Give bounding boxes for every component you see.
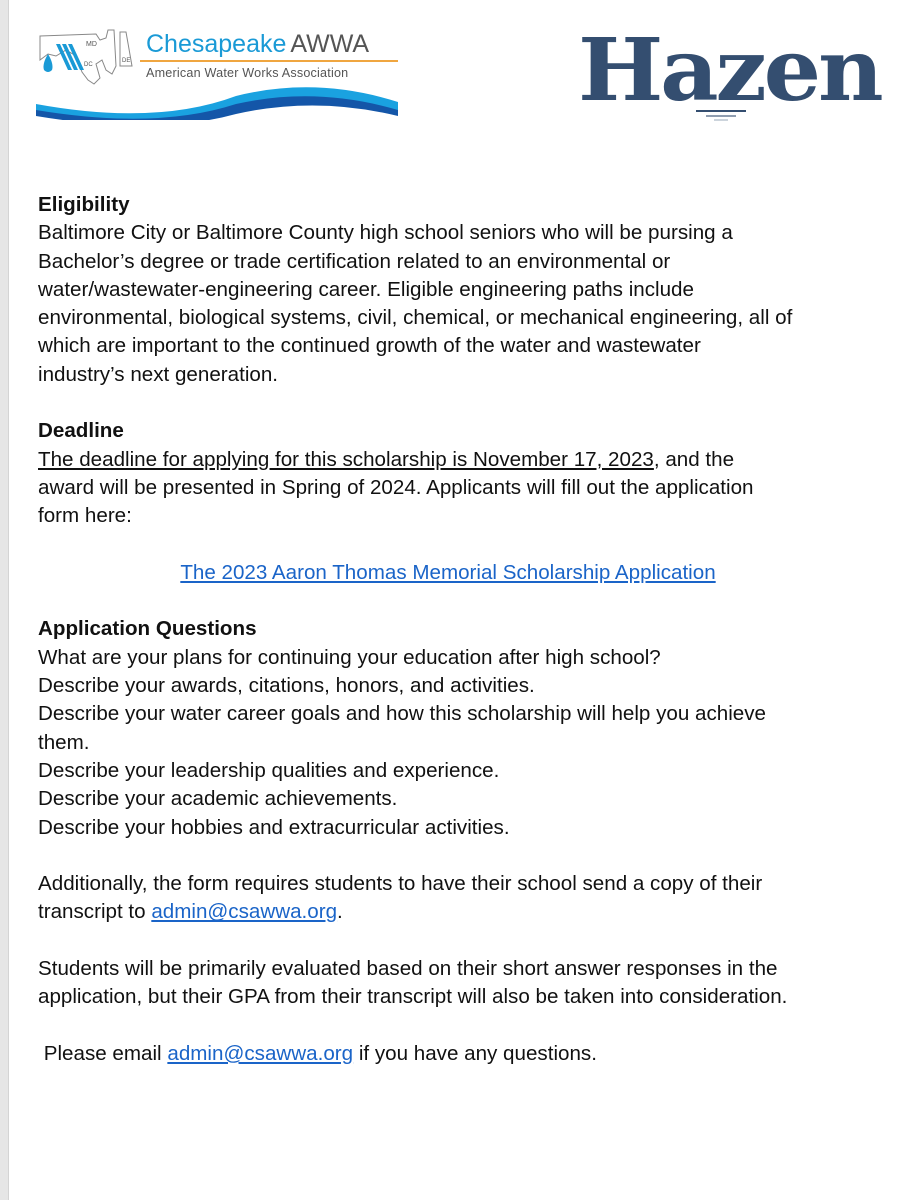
document-body [38,191,898,1068]
awwa-title: Chesapeake AWWA [146,30,370,58]
deadline-line: form here: [38,504,132,528]
eligibility-line: Baltimore City or Baltimore County high school seniors who will be pursing a [38,221,733,245]
deadline-heading: Deadline [38,419,124,443]
hazen-logo [578,20,881,124]
question-item: Describe your awards, citations, honors, and activities. [38,674,535,698]
evaluation-section [38,955,898,1012]
transcript-email-link[interactable]: admin@csawwa.org [151,900,338,924]
eligibility-line: water/wastewater-engineering career. Eligible engineering paths include [38,277,694,301]
evaluation-line: application, but their GPA from their transcript will also be taken into consideration. [38,985,788,1009]
deadline-date-text: The deadline for applying for this scholarship is November 17, 2023 [38,447,654,471]
question-item: Describe your leadership qualities and experience. [38,758,500,782]
deadline-line: The deadline for applying for this scholarship is November 17, 2023, and the [38,447,735,471]
chesapeake-awwa-logo [36,26,398,120]
eligibility-heading: Eligibility [38,193,130,216]
question-item: Describe your hobbies and extracurricular activities. [38,815,510,839]
eligibility-line: Bachelor’s degree or trade certification related to an environmental or [38,249,671,273]
question-item: Describe your academic achievements. [38,787,398,811]
eligibility-line: which are important to the continued growth of the water and wastewater [38,334,701,358]
transcript-section [38,870,898,927]
transcript-line: Additionally, the form requires students to have their school send a copy of their [38,872,763,896]
contact-line: Please email admin@csawwa.org if you have any questions. [38,1041,597,1065]
svg-text:MD: MD [86,41,97,48]
eligibility-section [38,191,898,389]
svg-text:DC: DC [84,62,93,68]
eligibility-line: environmental, biological systems, civil, chemical, or mechanical engineering, all of [38,306,793,330]
questions-section [38,615,898,841]
application-link-row [38,559,898,587]
svg-text:DE: DE [122,58,131,64]
hazen-water-lines [696,108,746,122]
evaluation-line: Students will be primarily evaluated based on their short answer responses in the [38,957,778,981]
question-item: Describe your water career goals and how this scholarship will help you achieve [38,702,767,726]
contact-email-link[interactable]: admin@csawwa.org [167,1041,354,1065]
question-item: What are your plans for continuing your education after high school? [38,645,661,669]
eligibility-line: industry’s next generation. [38,362,279,386]
awwa-subtitle: American Water Works Association [146,66,349,80]
transcript-line: transcript to admin@csawwa.org. [38,900,343,924]
question-item: them. [38,730,90,754]
application-link[interactable]: The 2023 Aaron Thomas Memorial Scholarship Application [180,560,716,584]
hazen-wordmark: Hazen [578,20,881,121]
questions-heading: Application Questions [38,617,257,641]
deadline-section [38,417,898,587]
page-edge [0,0,9,1200]
deadline-line: award will be presented in Spring of 2024. Applicants will fill out the application [38,475,754,499]
